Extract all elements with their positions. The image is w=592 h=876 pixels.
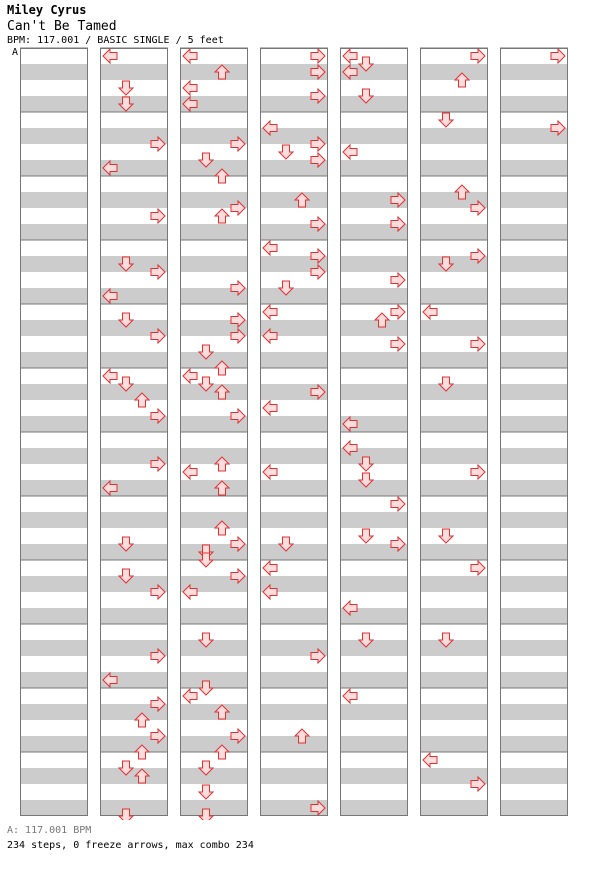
- bpm-legend: A: 117.001 BPM: [7, 825, 92, 836]
- down-arrow-step: [279, 145, 293, 159]
- left-arrow-step: [183, 369, 197, 383]
- beat-stripe: [20, 352, 88, 368]
- beat-stripe: [20, 96, 88, 112]
- bpm-marker: A: [12, 47, 19, 58]
- beat-stripe: [500, 640, 568, 656]
- left-arrow-step: [263, 561, 277, 575]
- beat-stripe: [100, 800, 168, 816]
- beat-stripe: [500, 192, 568, 208]
- left-arrow-step: [263, 401, 277, 415]
- right-arrow-step: [391, 273, 405, 287]
- beat-stripe: [340, 800, 408, 816]
- right-arrow-step: [311, 49, 325, 63]
- beat-stripe: [20, 256, 88, 272]
- beat-stripe: [20, 704, 88, 720]
- beat-stripe: [420, 96, 488, 112]
- left-arrow-step: [343, 145, 357, 159]
- beat-stripe: [340, 768, 408, 784]
- beat-stripe: [20, 224, 88, 240]
- beat-stripe: [500, 544, 568, 560]
- left-arrow-step: [423, 305, 437, 319]
- beat-stripe: [180, 448, 248, 464]
- beat-stripe: [180, 160, 248, 176]
- right-arrow-step: [391, 337, 405, 351]
- beat-stripe: [180, 64, 248, 80]
- beat-stripe: [340, 736, 408, 752]
- beat-stripe: [20, 544, 88, 560]
- beat-stripe: [260, 416, 328, 432]
- beat-stripe: [340, 672, 408, 688]
- beat-stripe: [500, 480, 568, 496]
- beat-stripe: [500, 224, 568, 240]
- left-arrow-step: [103, 49, 117, 63]
- beat-stripe: [100, 96, 168, 112]
- beat-stripe: [180, 224, 248, 240]
- beat-stripe: [100, 64, 168, 80]
- beat-stripe: [500, 320, 568, 336]
- beat-stripe: [20, 288, 88, 304]
- chart-info: BPM: 117.001 / BASIC SINGLE / 5 feet: [7, 35, 224, 46]
- left-arrow-step: [423, 753, 437, 767]
- beat-stripe: [180, 384, 248, 400]
- beat-stripe: [340, 704, 408, 720]
- beat-stripe: [500, 736, 568, 752]
- beat-stripe: [420, 800, 488, 816]
- beat-stripe: [340, 320, 408, 336]
- beat-stripe: [500, 800, 568, 816]
- beat-stripe: [20, 448, 88, 464]
- beat-stripe: [100, 608, 168, 624]
- beat-stripe: [260, 288, 328, 304]
- beat-stripe: [500, 672, 568, 688]
- beat-stripe: [340, 576, 408, 592]
- beat-stripe: [260, 608, 328, 624]
- beat-stripe: [20, 608, 88, 624]
- beat-stripe: [180, 512, 248, 528]
- beat-stripe: [100, 352, 168, 368]
- beat-stripe: [420, 736, 488, 752]
- right-arrow-step: [391, 305, 405, 319]
- right-arrow-step: [471, 465, 485, 479]
- beat-stripe: [420, 288, 488, 304]
- left-arrow-step: [343, 49, 357, 63]
- beat-stripe: [420, 352, 488, 368]
- beat-stripe: [20, 640, 88, 656]
- beat-stripe: [100, 512, 168, 528]
- step-stats: 234 steps, 0 freeze arrows, max combo 234: [7, 840, 254, 851]
- beat-stripe: [420, 224, 488, 240]
- beat-stripe: [340, 384, 408, 400]
- beat-stripe: [260, 704, 328, 720]
- beat-stripe: [260, 672, 328, 688]
- beat-stripe: [420, 640, 488, 656]
- beat-stripe: [420, 544, 488, 560]
- beat-stripe: [500, 352, 568, 368]
- beat-stripe: [500, 768, 568, 784]
- left-arrow-step: [263, 305, 277, 319]
- beat-stripe: [420, 384, 488, 400]
- beat-stripe: [500, 96, 568, 112]
- beat-stripe: [340, 352, 408, 368]
- down-arrow-step: [119, 81, 133, 95]
- beat-stripe: [260, 736, 328, 752]
- beat-stripe: [340, 512, 408, 528]
- beat-stripe: [180, 640, 248, 656]
- beat-stripe: [100, 192, 168, 208]
- beat-stripe: [180, 608, 248, 624]
- beat-stripe: [500, 704, 568, 720]
- beat-stripe: [500, 256, 568, 272]
- beat-stripe: [500, 384, 568, 400]
- beat-stripe: [500, 608, 568, 624]
- right-arrow-step: [391, 497, 405, 511]
- left-arrow-step: [263, 241, 277, 255]
- beat-stripe: [180, 480, 248, 496]
- beat-stripe: [180, 256, 248, 272]
- left-arrow-step: [183, 465, 197, 479]
- beat-stripe: [500, 512, 568, 528]
- right-arrow-step: [551, 49, 565, 63]
- beat-stripe: [420, 672, 488, 688]
- left-arrow-step: [183, 81, 197, 95]
- beat-stripe: [420, 416, 488, 432]
- beat-stripe: [180, 352, 248, 368]
- beat-stripe: [500, 288, 568, 304]
- beat-stripe: [20, 128, 88, 144]
- right-arrow-step: [471, 49, 485, 63]
- beat-stripe: [180, 800, 248, 816]
- beat-stripe: [340, 160, 408, 176]
- beat-stripe: [340, 96, 408, 112]
- beat-stripe: [420, 320, 488, 336]
- beat-stripe: [180, 704, 248, 720]
- right-arrow-step: [471, 337, 485, 351]
- beat-stripe: [20, 736, 88, 752]
- beat-stripe: [260, 544, 328, 560]
- beat-stripe: [100, 768, 168, 784]
- beat-stripe: [100, 384, 168, 400]
- beat-stripe: [20, 320, 88, 336]
- beat-stripe: [20, 192, 88, 208]
- beat-stripe: [20, 768, 88, 784]
- beat-stripe: [420, 128, 488, 144]
- beat-stripe: [420, 704, 488, 720]
- beat-stripe: [420, 512, 488, 528]
- left-arrow-step: [263, 465, 277, 479]
- down-arrow-step: [359, 529, 373, 543]
- up-arrow-step: [215, 209, 229, 223]
- beat-stripe: [500, 576, 568, 592]
- beat-stripe: [340, 640, 408, 656]
- beat-stripe: [500, 160, 568, 176]
- beat-stripe: [180, 672, 248, 688]
- beat-stripe: [20, 480, 88, 496]
- song-title: Can't Be Tamed: [7, 19, 117, 34]
- beat-stripe: [20, 384, 88, 400]
- left-arrow-step: [343, 689, 357, 703]
- down-arrow-step: [439, 529, 453, 543]
- beat-stripe: [260, 192, 328, 208]
- beat-stripe: [340, 480, 408, 496]
- beat-stripe: [260, 768, 328, 784]
- beat-stripe: [20, 160, 88, 176]
- beat-stripe: [420, 608, 488, 624]
- beat-stripe: [260, 480, 328, 496]
- beat-stripe: [260, 448, 328, 464]
- beat-stripe: [20, 416, 88, 432]
- beat-stripe: [420, 576, 488, 592]
- down-arrow-step: [439, 113, 453, 127]
- beat-stripe: [20, 576, 88, 592]
- beat-stripe: [260, 512, 328, 528]
- beat-stripe: [20, 800, 88, 816]
- beat-stripe: [340, 288, 408, 304]
- beat-stripe: [420, 160, 488, 176]
- beat-stripe: [500, 448, 568, 464]
- left-arrow-step: [183, 49, 197, 63]
- beat-stripe: [20, 672, 88, 688]
- down-arrow-step: [199, 785, 213, 799]
- beat-stripe: [340, 256, 408, 272]
- artist-name: Miley Cyrus: [7, 3, 87, 17]
- beat-stripe: [420, 64, 488, 80]
- beat-stripe: [100, 224, 168, 240]
- beat-stripe: [20, 512, 88, 528]
- beat-stripe: [420, 448, 488, 464]
- left-arrow-step: [103, 369, 117, 383]
- beat-stripe: [500, 416, 568, 432]
- beat-stripe: [260, 352, 328, 368]
- beat-stripe: [180, 768, 248, 784]
- right-arrow-step: [471, 561, 485, 575]
- beat-stripe: [20, 64, 88, 80]
- beat-stripe: [420, 480, 488, 496]
- beat-stripe: [500, 64, 568, 80]
- beat-stripe: [340, 128, 408, 144]
- beat-stripe: [100, 544, 168, 560]
- left-arrow-step: [183, 689, 197, 703]
- right-arrow-step: [151, 209, 165, 223]
